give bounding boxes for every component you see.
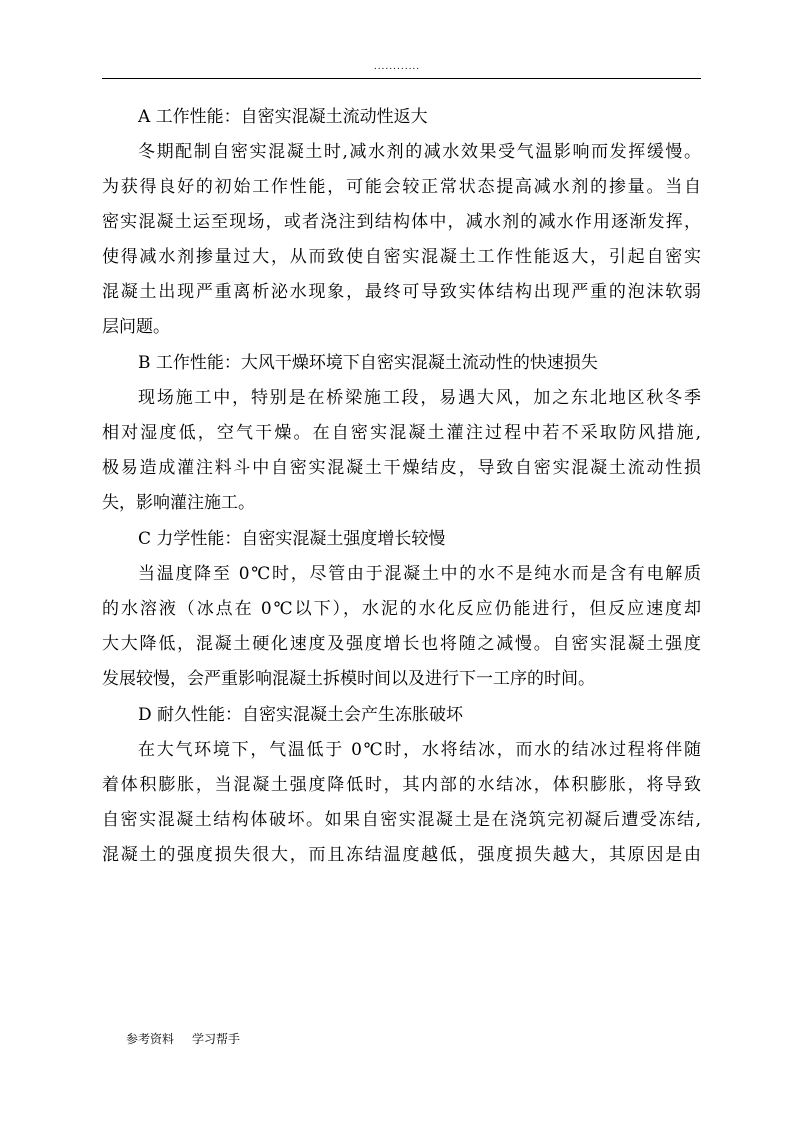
paragraph-line: 极易造成灌注料斗中自密实混凝土干燥结皮，导致自密实混凝土流动性损 xyxy=(102,458,701,478)
header-dots: ............ xyxy=(373,62,421,72)
header-rule xyxy=(102,78,701,79)
paragraph-line: 在大气环境下，气温低于 0℃时，水将结冰，而水的结冰过程将伴随 xyxy=(138,740,701,760)
paragraph-line: 失，影响灌注施工。 xyxy=(102,493,255,513)
paragraph-line: 发展较慢，会严重影响混凝土拆模时间以及进行下一工序的时间。 xyxy=(102,669,595,689)
paragraph-a xyxy=(102,135,701,345)
paragraph-line: 层问题。 xyxy=(102,317,170,337)
document-body xyxy=(102,99,701,873)
paragraph-line: 当温度降至 0℃时，尽管由于混凝土中的水不是纯水而是含有电解质 xyxy=(138,564,701,584)
section-a xyxy=(102,99,701,345)
paragraph-line: 着体积膨胀，当混凝土强度降低时，其内部的水结冰，体积膨胀，将导致 xyxy=(102,775,701,795)
paragraph-line: 现场施工中，特别是在桥梁施工段，易遇大风，加之东北地区秋冬季 xyxy=(138,388,701,408)
paragraph-d xyxy=(102,733,701,873)
section-d xyxy=(102,697,701,873)
paragraph-line: 大大降低，混凝土硬化速度及强度增长也将随之减慢。自密实混凝土强度 xyxy=(102,634,701,654)
paragraph-line: 冬期配制自密实混凝土时,减水剂的减水效果受气温影响而发挥缓慢。 xyxy=(138,142,701,162)
paragraph-b xyxy=(102,381,701,521)
footer-right-text: 学习帮手 xyxy=(192,1032,241,1046)
paragraph-line: 为获得良好的初始工作性能，可能会较正常状态提高减水剂的掺量。当自 xyxy=(102,177,701,197)
section-heading-b: B 工作性能：大风干燥环境下自密实混凝土流动性的快速损失 xyxy=(138,353,598,373)
section-c xyxy=(102,521,701,697)
paragraph-line: 自密实混凝土结构体破坏。如果自密实混凝土是在浇筑完初凝后遭受冻结, xyxy=(102,810,701,830)
section-heading-a: A 工作性能：自密实混凝土流动性返大 xyxy=(138,107,428,127)
paragraph-line: 使得减水剂掺量过大，从而致使自密实混凝土工作性能返大，引起自密实 xyxy=(102,247,701,267)
paragraph-c xyxy=(102,557,701,697)
section-b xyxy=(102,345,701,521)
paragraph-line: 的水溶液（冰点在 0℃以下），水泥的水化反应仍能进行，但反应速度却 xyxy=(102,599,701,619)
footer-left-text: 参考资料 xyxy=(126,1032,175,1046)
paragraph-line: 密实混凝土运至现场，或者浇注到结构体中，减水剂的减水作用逐渐发挥， xyxy=(102,212,701,232)
page-footer xyxy=(126,1031,240,1047)
section-heading-c: C 力学性能：自密实混凝土强度增长较慢 xyxy=(138,529,446,549)
section-heading-d: D 耐久性能：自密实混凝土会产生冻胀破坏 xyxy=(138,705,464,725)
paragraph-line: 混凝土出现严重离析泌水现象，最终可导致实体结构出现严重的泡沫软弱 xyxy=(102,282,701,302)
paragraph-line: 混凝土的强度损失很大，而且冻结温度越低，强度损失越大，其原因是由 xyxy=(102,845,701,865)
paragraph-line: 相对湿度低，空气干燥。在自密实混凝土灌注过程中若不采取防风措施, xyxy=(102,423,701,443)
